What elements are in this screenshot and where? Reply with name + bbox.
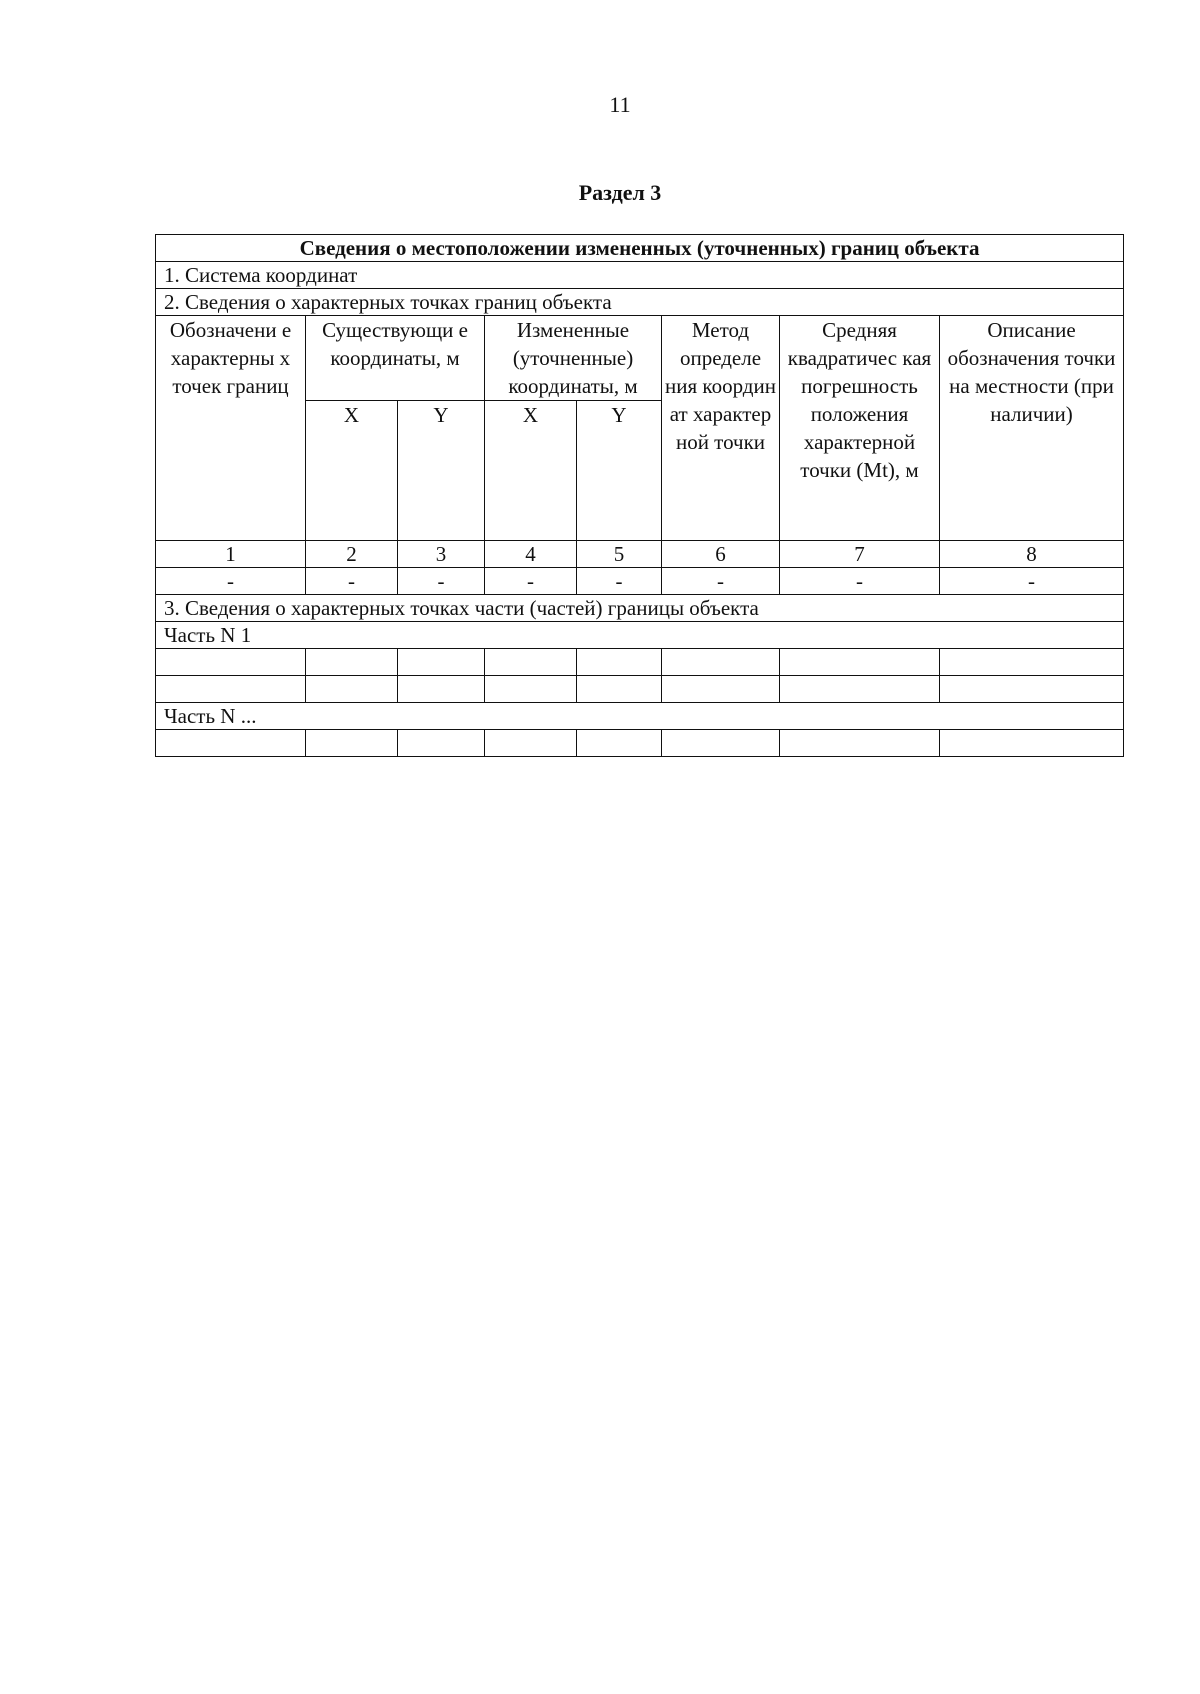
dash-cell: - xyxy=(662,568,780,595)
characteristic-points-row xyxy=(156,289,1124,316)
header-changed-coordinates: Измененные (уточненные) координаты, м xyxy=(485,316,662,401)
empty-cell xyxy=(306,730,398,757)
header-point-description: Описание обозначения точки на местности (при наличии) xyxy=(940,316,1124,541)
dash-cell: - xyxy=(306,568,398,595)
characteristic-points-label: 2. Сведения о характерных точках границ объекта xyxy=(156,289,1124,316)
empty-cell xyxy=(306,676,398,703)
table-title-row xyxy=(156,235,1124,262)
empty-cell xyxy=(398,649,485,676)
part-1-row xyxy=(156,622,1124,649)
empty-cell xyxy=(940,730,1124,757)
part-n-row xyxy=(156,703,1124,730)
column-numbers-row xyxy=(156,541,1124,568)
dash-cell: - xyxy=(577,568,662,595)
section-title: Раздел 3 xyxy=(578,180,662,205)
empty-cell xyxy=(940,676,1124,703)
empty-cell xyxy=(156,676,306,703)
column-number: 1 xyxy=(156,541,306,568)
header-changed-x: X xyxy=(485,401,577,541)
dash-row xyxy=(156,568,1124,595)
table-row xyxy=(156,730,1124,757)
empty-cell xyxy=(398,676,485,703)
empty-cell xyxy=(485,676,577,703)
table-row xyxy=(156,649,1124,676)
column-number: 8 xyxy=(940,541,1124,568)
header-changed-y: Y xyxy=(577,401,662,541)
column-number: 3 xyxy=(398,541,485,568)
column-number: 7 xyxy=(780,541,940,568)
header-point-designation: Обозначени е характерны х точек границ xyxy=(156,316,306,541)
empty-cell xyxy=(940,649,1124,676)
empty-cell xyxy=(780,649,940,676)
part-n-label: Часть N ... xyxy=(156,703,1124,730)
column-number: 4 xyxy=(485,541,577,568)
empty-cell xyxy=(306,649,398,676)
empty-cell xyxy=(662,730,780,757)
column-number: 6 xyxy=(662,541,780,568)
dash-cell: - xyxy=(156,568,306,595)
part-1-label: Часть N 1 xyxy=(156,622,1124,649)
empty-cell xyxy=(156,730,306,757)
empty-cell xyxy=(398,730,485,757)
part-points-label: 3. Сведения о характерных точках части (частей) границы объекта xyxy=(156,595,1124,622)
empty-cell xyxy=(577,730,662,757)
empty-cell xyxy=(485,730,577,757)
header-existing-x: X xyxy=(306,401,398,541)
empty-cell xyxy=(662,649,780,676)
column-number: 2 xyxy=(306,541,398,568)
empty-cell xyxy=(485,649,577,676)
page-number: 11 xyxy=(609,92,631,117)
empty-cell xyxy=(577,676,662,703)
empty-cell xyxy=(577,649,662,676)
empty-cell xyxy=(662,676,780,703)
boundary-table xyxy=(155,234,1124,757)
header-mean-square-error: Средняя квадратичес кая погрешность положения характерной точки (Mt), м xyxy=(780,316,940,541)
table-title: Сведения о местоположении измененных (уточненных) границ объекта xyxy=(156,235,1124,262)
empty-cell xyxy=(780,676,940,703)
header-existing-y: Y xyxy=(398,401,485,541)
header-existing-coordinates: Существующи е координаты, м xyxy=(306,316,485,401)
column-number: 5 xyxy=(577,541,662,568)
dash-cell: - xyxy=(940,568,1124,595)
empty-cell xyxy=(780,730,940,757)
header-row-1 xyxy=(156,316,1124,401)
dash-cell: - xyxy=(485,568,577,595)
part-points-row xyxy=(156,595,1124,622)
header-method: Метод определе ния координ ат характер ной точки xyxy=(662,316,780,541)
coordinate-system-row xyxy=(156,262,1124,289)
dash-cell: - xyxy=(398,568,485,595)
table-row xyxy=(156,676,1124,703)
empty-cell xyxy=(156,649,306,676)
coordinate-system-label: 1. Система координат xyxy=(156,262,1124,289)
dash-cell: - xyxy=(780,568,940,595)
